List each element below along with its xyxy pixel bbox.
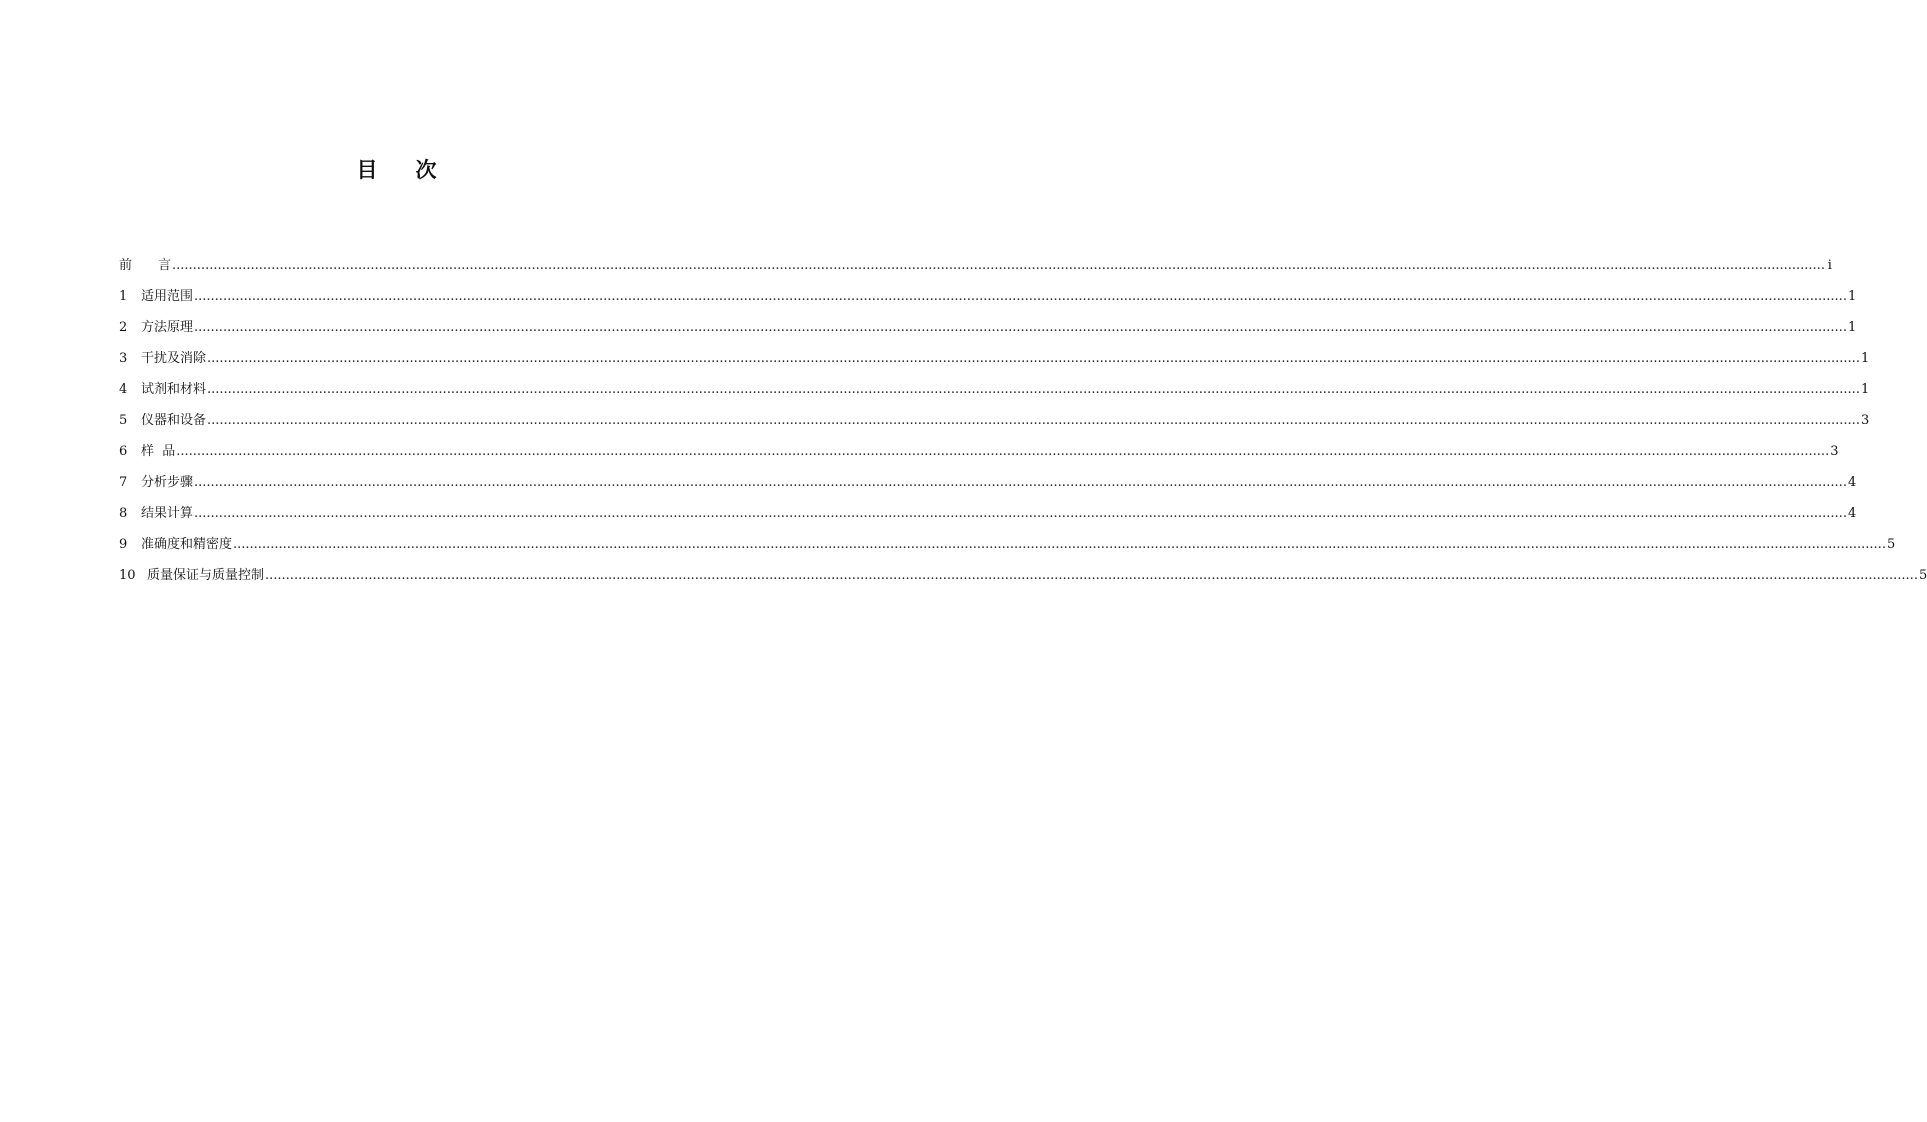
toc-entry-label: 质量保证与质量控制 <box>147 568 265 583</box>
toc-entry-number: 6 <box>119 444 128 459</box>
toc-entry-foreword[interactable] <box>119 256 1832 287</box>
toc-entry-number: 7 <box>119 475 128 490</box>
toc-entry-label: 试剂和材料 <box>141 382 207 397</box>
toc-entry-1[interactable] <box>119 287 1857 318</box>
toc-dot-leader: ................................................................................................................................................................................................................................................................................................................................................................................................................ <box>172 258 1825 273</box>
toc-entry-page: 1 <box>1847 320 1857 335</box>
toc-entry-page: i <box>1827 258 1832 273</box>
toc-entry-number: 4 <box>119 382 128 397</box>
toc-entry-2[interactable] <box>119 318 1857 349</box>
table-of-contents <box>119 256 1927 597</box>
toc-entry-number: 10 <box>119 568 136 583</box>
toc-entry-page: 5 <box>1918 568 1927 583</box>
toc-entry-10[interactable] <box>119 566 1927 597</box>
toc-entry-label: 分析步骤 <box>141 475 194 490</box>
toc-dot-leader: ................................................................................................................................................................................................................................................................................................................................................................................................................ <box>194 289 1847 304</box>
toc-entry-9[interactable] <box>119 535 1896 566</box>
toc-dot-leader: ................................................................................................................................................................................................................................................................................................................................................................................................................ <box>233 537 1886 552</box>
toc-dot-leader: ................................................................................................................................................................................................................................................................................................................................................................................................................ <box>176 444 1830 459</box>
toc-entry-label: 样 品 <box>141 444 176 459</box>
toc-entry-number: 1 <box>119 289 128 304</box>
toc-dot-leader: ................................................................................................................................................................................................................................................................................................................................................................................................................ <box>194 506 1847 521</box>
toc-entry-page: 1 <box>1860 382 1870 397</box>
toc-entry-page: 5 <box>1886 537 1896 552</box>
toc-dot-leader: ................................................................................................................................................................................................................................................................................................................................................................................................................ <box>194 475 1847 490</box>
toc-entry-3[interactable] <box>119 349 1870 380</box>
toc-entry-number: 8 <box>119 506 128 521</box>
toc-entry-label: 方法原理 <box>141 320 194 335</box>
toc-entry-page: 4 <box>1847 475 1857 490</box>
toc-dot-leader: ................................................................................................................................................................................................................................................................................................................................................................................................................ <box>207 413 1860 428</box>
toc-entry-7[interactable] <box>119 473 1857 504</box>
toc-dot-leader: ................................................................................................................................................................................................................................................................................................................................................................................................................ <box>207 351 1860 366</box>
toc-entry-label: 干扰及消除 <box>141 351 207 366</box>
toc-entry-label: 仪器和设备 <box>141 413 207 428</box>
toc-entry-5[interactable] <box>119 411 1870 442</box>
toc-entry-8[interactable] <box>119 504 1857 535</box>
toc-entry-label: 适用范围 <box>141 289 194 304</box>
toc-entry-number: 5 <box>119 413 128 428</box>
title-left: 目 <box>356 158 378 182</box>
toc-entry-number: 2 <box>119 320 128 335</box>
toc-entry-4[interactable] <box>119 380 1870 411</box>
toc-entry-number: 9 <box>119 537 128 552</box>
toc-entry-label: 前 言 <box>119 258 172 273</box>
toc-entry-page: 1 <box>1860 351 1870 366</box>
toc-entry-6[interactable] <box>119 442 1839 473</box>
toc-entry-number: 3 <box>119 351 128 366</box>
toc-entry-page: 4 <box>1847 506 1857 521</box>
toc-entry-page: 1 <box>1847 289 1857 304</box>
toc-dot-leader: ................................................................................................................................................................................................................................................................................................................................................................................................................ <box>194 320 1847 335</box>
toc-dot-leader: ................................................................................................................................................................................................................................................................................................................................................................................................................ <box>207 382 1860 397</box>
toc-dot-leader: ................................................................................................................................................................................................................................................................................................................................................................................................................ <box>265 568 1918 583</box>
toc-entry-page: 3 <box>1830 444 1839 459</box>
toc-entry-label: 准确度和精密度 <box>141 537 233 552</box>
toc-entry-page: 3 <box>1860 413 1870 428</box>
page-title <box>0 156 793 184</box>
toc-entry-label: 结果计算 <box>141 506 194 521</box>
title-right: 次 <box>415 158 437 182</box>
